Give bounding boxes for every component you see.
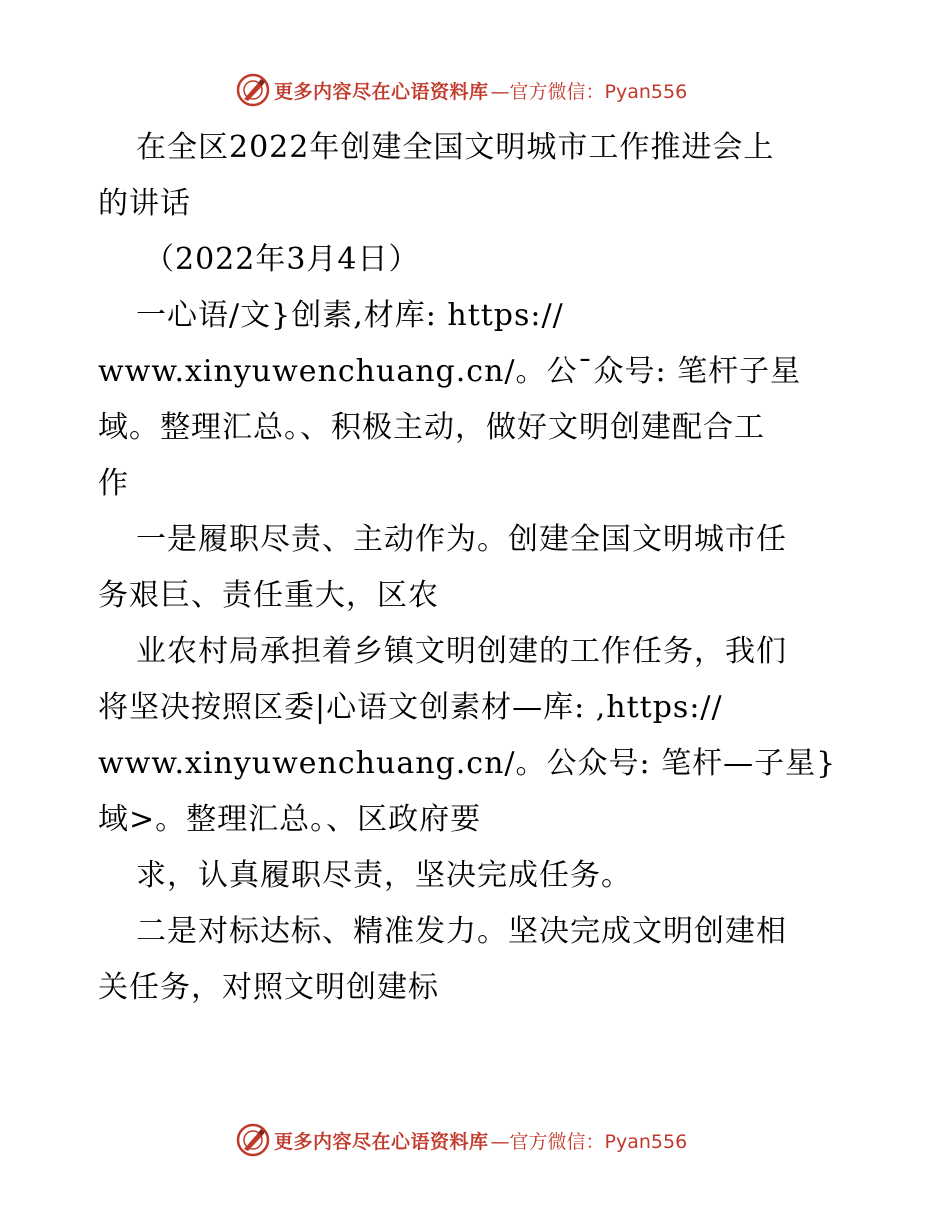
paragraph-line: 一是履职尽责、主动作为。创建全国文明城市任	[136, 522, 787, 557]
paragraph-line: 一心语/文}创素,材库: https://	[136, 298, 564, 333]
paragraph-line: 求，认真履职尽责，坚决完成任务。	[136, 858, 632, 893]
paragraph-line: 将坚决按照区委|心语文创素材—库: ,https://	[98, 690, 723, 725]
paragraph-line: 二是对标达标、精准发力。坚决完成文明创建相	[136, 914, 787, 949]
footer-watermark-banner	[236, 1120, 687, 1160]
banner-contact-text: —官方微信：Pyan556	[490, 80, 688, 103]
title-line-2: 的讲话	[98, 186, 191, 221]
document-body	[98, 120, 868, 1016]
paragraph-line: 关任务，对照文明创建标	[98, 970, 439, 1005]
pen-logo-icon	[236, 73, 270, 107]
paragraph-line: 业农村局承担着乡镇文明创建的工作任务，我们	[136, 634, 787, 669]
title-line-1: 在全区2022年创建全国文明城市工作推进会上	[136, 130, 775, 165]
pen-logo-icon	[236, 1123, 270, 1157]
paragraph-line: 域>。整理汇总。、区政府要	[98, 802, 482, 837]
paragraph-line: 作	[98, 466, 129, 501]
banner-main-text: 更多内容尽在心语资料库	[274, 1130, 489, 1153]
banner-main-text: 更多内容尽在心语资料库	[274, 80, 489, 103]
paragraph-line: 务艰巨、责任重大，区农	[98, 578, 439, 613]
date-line: （2022年3月4日）	[144, 242, 420, 277]
paragraph-line: www.xinyuwenchuang.cn/。公¯众号: 笔杆子星	[98, 354, 802, 389]
paragraph-line: 域。整理汇总。、积极主动，做好文明创建配合工	[98, 410, 765, 445]
paragraph-line: www.xinyuwenchuang.cn/。公众号: 笔杆—子星}	[98, 746, 837, 781]
header-watermark-banner	[236, 70, 687, 110]
banner-contact-text: —官方微信：Pyan556	[490, 1130, 688, 1153]
